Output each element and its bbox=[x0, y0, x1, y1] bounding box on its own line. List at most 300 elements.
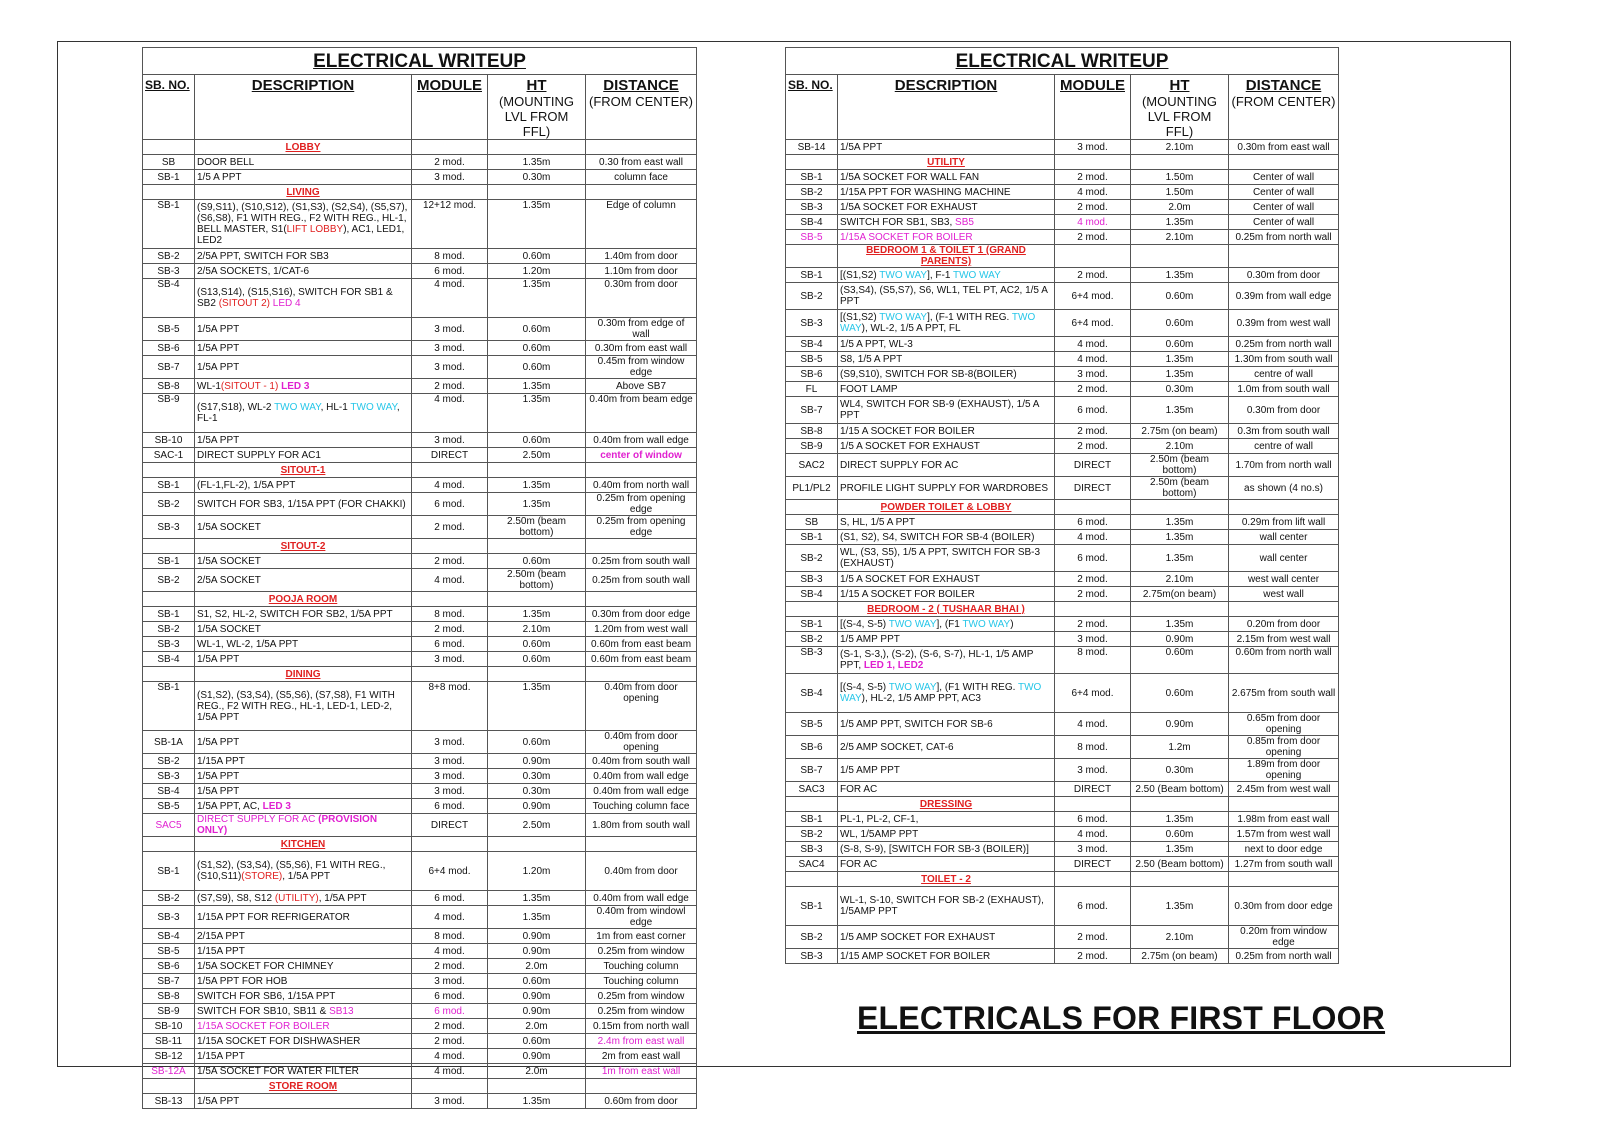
distance-cell: Touching column face bbox=[586, 799, 697, 814]
sb-number: SB-4 bbox=[786, 215, 838, 230]
module-cell: 3 mod. bbox=[1055, 759, 1131, 782]
module-cell: 4 mod. bbox=[1055, 337, 1131, 352]
section-spacer bbox=[143, 185, 195, 200]
description-text: 1/15A PPT bbox=[197, 1050, 245, 1062]
description-text: [(S-4, S-5) bbox=[840, 618, 889, 630]
sb-number: SAC3 bbox=[786, 782, 838, 797]
module-cell: 3 mod. bbox=[412, 341, 488, 356]
description-cell bbox=[195, 754, 412, 769]
sb-number: SB-6 bbox=[786, 736, 838, 759]
section-spacer bbox=[786, 872, 838, 887]
table-row bbox=[786, 572, 1339, 587]
table-row bbox=[786, 454, 1339, 477]
distance-cell: 0.65m from door opening bbox=[1229, 713, 1339, 736]
height-cell: 2.0m bbox=[488, 959, 586, 974]
distance-cell: 0.3m from south wall bbox=[1229, 424, 1339, 439]
height-cell: 2.50m (beam bottom) bbox=[1131, 454, 1229, 477]
description-cell bbox=[195, 341, 412, 356]
section-spacer bbox=[1131, 872, 1229, 887]
description-cell bbox=[838, 230, 1055, 245]
description-cell bbox=[195, 929, 412, 944]
module-cell: 3 mod. bbox=[1055, 842, 1131, 857]
section-spacer bbox=[143, 837, 195, 852]
section-spacer bbox=[786, 797, 838, 812]
section-spacer bbox=[1131, 155, 1229, 170]
section-spacer bbox=[1055, 500, 1131, 515]
distance-cell: 0.60m from east beam bbox=[586, 652, 697, 667]
module-cell: 6 mod. bbox=[412, 989, 488, 1004]
sb-number: SB-5 bbox=[143, 318, 195, 341]
module-cell: 2 mod. bbox=[412, 1034, 488, 1049]
description-cell bbox=[838, 545, 1055, 572]
description-cell bbox=[838, 215, 1055, 230]
description-cell bbox=[195, 784, 412, 799]
module-cell: 3 mod. bbox=[1055, 632, 1131, 647]
description-text: (SITOUT - 1) bbox=[220, 380, 279, 392]
height-cell: 0.90m bbox=[488, 944, 586, 959]
table-row bbox=[143, 769, 697, 784]
height-cell: 1.35m bbox=[488, 478, 586, 493]
module-cell: 3 mod. bbox=[412, 433, 488, 448]
module-cell: 8 mod. bbox=[412, 607, 488, 622]
description-text: ), WL-2, 1/5 A PPT, FL bbox=[861, 323, 961, 334]
description-text: ) bbox=[1010, 618, 1014, 630]
description-cell bbox=[838, 713, 1055, 736]
description-text: SB13 bbox=[329, 1005, 354, 1017]
module-cell: 2 mod. bbox=[1055, 424, 1131, 439]
module-cell: 6 mod. bbox=[412, 1004, 488, 1019]
sb-number: SB bbox=[143, 155, 195, 170]
description-cell bbox=[838, 367, 1055, 382]
description-text: LED 1, LED2 bbox=[863, 660, 924, 671]
table-row bbox=[143, 200, 697, 249]
description-cell bbox=[195, 799, 412, 814]
description-text: TWO WAY bbox=[962, 618, 1011, 630]
sb-number: SB-3 bbox=[786, 842, 838, 857]
sb-number: SB-4 bbox=[786, 674, 838, 713]
section-title: BEDROOM - 2 ( TUSHAAR BHAI ) bbox=[838, 602, 1055, 617]
distance-cell: 0.30m from east wall bbox=[586, 341, 697, 356]
description-text: 1/15A SOCKET FOR BOILER bbox=[197, 1020, 330, 1032]
height-cell: 0.90m bbox=[488, 754, 586, 769]
distance-cell: 1.80m from south wall bbox=[586, 814, 697, 837]
section-spacer bbox=[586, 592, 697, 607]
section-row bbox=[143, 1079, 697, 1094]
module-cell: 4 mod. bbox=[412, 944, 488, 959]
section-spacer bbox=[412, 539, 488, 554]
sb-number: SB-3 bbox=[143, 516, 195, 539]
height-cell: 2.50m (beam bottom) bbox=[488, 569, 586, 592]
distance-cell: 0.30m from door edge bbox=[1229, 887, 1339, 926]
description-text: DIRECT SUPPLY FOR AC1 bbox=[197, 449, 321, 461]
description-text: DIRECT SUPPLY FOR AC bbox=[840, 459, 959, 471]
description-cell bbox=[838, 200, 1055, 215]
height-cell: 1.35m bbox=[488, 155, 586, 170]
distance-cell: 0.30m from edge of wall bbox=[586, 318, 697, 341]
table-row bbox=[786, 842, 1339, 857]
description-text: 1/5A SOCKET FOR CHIMNEY bbox=[197, 960, 334, 972]
height-cell: 0.90m bbox=[488, 929, 586, 944]
description-cell bbox=[195, 554, 412, 569]
distance-cell: Touching column bbox=[586, 959, 697, 974]
sb-number: SB-4 bbox=[143, 784, 195, 799]
table-row bbox=[143, 318, 697, 341]
description-text: S8, 1/5 A PPT bbox=[840, 353, 903, 365]
distance-cell: 2.675m from south wall bbox=[1229, 674, 1339, 713]
section-spacer bbox=[412, 140, 488, 155]
module-cell: 6+4 mod. bbox=[1055, 283, 1131, 310]
distance-cell: 1.57m from west wall bbox=[1229, 827, 1339, 842]
description-text: 1/5 A SOCKET FOR EXHAUST bbox=[840, 440, 980, 452]
description-cell bbox=[838, 454, 1055, 477]
sb-number: SB-3 bbox=[143, 906, 195, 929]
section-spacer bbox=[488, 592, 586, 607]
sb-number: SB-2 bbox=[143, 249, 195, 264]
distance-cell: 0.30m from door edge bbox=[586, 607, 697, 622]
distance-cell: 0.30m from door bbox=[586, 279, 697, 318]
description-cell bbox=[195, 433, 412, 448]
height-cell: 1.35m bbox=[488, 682, 586, 731]
distance-cell: 0.40m from windowl edge bbox=[586, 906, 697, 929]
description-cell bbox=[195, 155, 412, 170]
module-cell: 6 mod. bbox=[1055, 545, 1131, 572]
section-spacer bbox=[488, 1079, 586, 1094]
table-title: ELECTRICAL WRITEUP bbox=[143, 48, 697, 75]
table-row bbox=[143, 637, 697, 652]
description-text: LED 4 bbox=[270, 298, 301, 309]
module-cell: 4 mod. bbox=[412, 1064, 488, 1079]
sb-number: SB-10 bbox=[143, 433, 195, 448]
description-text: (UTILITY) bbox=[274, 892, 319, 904]
module-cell: 6 mod. bbox=[412, 799, 488, 814]
sb-number: SB-12A bbox=[143, 1064, 195, 1079]
section-spacer bbox=[786, 155, 838, 170]
description-text: (S-8, S-9), [SWITCH FOR SB-3 (BOILER)] bbox=[840, 843, 1029, 855]
distance-cell: wall center bbox=[1229, 545, 1339, 572]
module-cell: 2 mod. bbox=[412, 622, 488, 637]
description-text: 2/15A PPT bbox=[197, 930, 245, 942]
table-row bbox=[143, 379, 697, 394]
description-cell bbox=[195, 906, 412, 929]
description-text: S1, S2, HL-2, SWITCH FOR SB2, 1/5A PPT bbox=[197, 608, 393, 620]
height-cell: 1.35m bbox=[488, 279, 586, 318]
distance-cell: 0.25m from north wall bbox=[1229, 337, 1339, 352]
description-text: (S3,S4), (S5,S7), S6, WL1, TEL PT, AC2, 1/5 A PPT bbox=[840, 285, 1048, 307]
description-text: ], (F-1 WITH REG. bbox=[927, 312, 1012, 323]
distance-cell: as shown (4 no.s) bbox=[1229, 477, 1339, 500]
section-spacer bbox=[1131, 602, 1229, 617]
height-cell: 0.60m bbox=[1131, 337, 1229, 352]
section-row bbox=[786, 872, 1339, 887]
description-cell bbox=[195, 959, 412, 974]
description-text: 1/5 AMP SOCKET FOR EXHAUST bbox=[840, 931, 996, 943]
height-cell: 2.10m bbox=[1131, 926, 1229, 949]
description-cell bbox=[195, 852, 412, 891]
section-spacer bbox=[488, 837, 586, 852]
description-cell bbox=[195, 318, 412, 341]
section-spacer bbox=[412, 837, 488, 852]
sb-number: SAC2 bbox=[786, 454, 838, 477]
sb-number: SB-2 bbox=[143, 622, 195, 637]
description-text: TWO WAY bbox=[350, 402, 397, 413]
section-spacer bbox=[1131, 500, 1229, 515]
sb-number: SB-6 bbox=[143, 341, 195, 356]
sb-number: SB-1 bbox=[143, 607, 195, 622]
description-text: 1/15A PPT FOR WASHING MACHINE bbox=[840, 186, 1011, 198]
height-cell: 0.60m bbox=[488, 554, 586, 569]
distance-cell: 0.20m from window edge bbox=[1229, 926, 1339, 949]
height-cell: 0.60m bbox=[1131, 647, 1229, 674]
description-text: FOR AC bbox=[840, 858, 878, 870]
description-text: SWITCH FOR SB1, SB3, bbox=[840, 216, 956, 228]
description-cell bbox=[838, 949, 1055, 964]
table-row bbox=[786, 617, 1339, 632]
height-cell: 0.60m bbox=[488, 249, 586, 264]
height-cell: 2.10m bbox=[1131, 230, 1229, 245]
height-cell: 1.35m bbox=[1131, 397, 1229, 424]
height-cell: 2.50m bbox=[488, 814, 586, 837]
sb-number: SB-2 bbox=[143, 891, 195, 906]
height-cell: 1.35m bbox=[1131, 812, 1229, 827]
module-cell: 6 mod. bbox=[412, 493, 488, 516]
distance-cell: 0.30m from east wall bbox=[1229, 140, 1339, 155]
table-row bbox=[786, 477, 1339, 500]
description-text: TWO WAY bbox=[274, 402, 321, 413]
table-row bbox=[143, 341, 697, 356]
description-text: WL, 1/5AMP PPT bbox=[840, 828, 919, 840]
sb-number: SB-3 bbox=[143, 637, 195, 652]
height-cell: 1.35m bbox=[1131, 842, 1229, 857]
sb-number: SAC5 bbox=[143, 814, 195, 837]
table-row bbox=[143, 622, 697, 637]
section-title: POWDER TOILET & LOBBY bbox=[838, 500, 1055, 515]
col-header-module: MODULE bbox=[1055, 75, 1131, 140]
module-cell: 4 mod. bbox=[412, 569, 488, 592]
table-row bbox=[143, 799, 697, 814]
sb-number: SB-10 bbox=[143, 1019, 195, 1034]
distance-cell: 0.29m from lift wall bbox=[1229, 515, 1339, 530]
col-header-module: MODULE bbox=[412, 75, 488, 140]
distance-cell: 0.25m from north wall bbox=[1229, 230, 1339, 245]
module-cell: DIRECT bbox=[412, 448, 488, 463]
description-text: , FL-1 bbox=[197, 402, 400, 424]
description-cell bbox=[838, 857, 1055, 872]
description-text: (SITOUT 2) bbox=[218, 298, 270, 309]
table-row bbox=[143, 394, 697, 433]
table-row bbox=[143, 170, 697, 185]
description-text: LIFT LOBBY bbox=[286, 224, 344, 235]
sb-number: SB-2 bbox=[786, 545, 838, 572]
height-cell: 0.30m bbox=[1131, 759, 1229, 782]
description-cell bbox=[838, 926, 1055, 949]
description-text: WL-1 bbox=[197, 380, 221, 392]
description-text: 2/5A SOCKETS, 1/CAT-6 bbox=[197, 265, 310, 277]
section-spacer bbox=[488, 667, 586, 682]
distance-cell: 2.4m from east wall bbox=[586, 1034, 697, 1049]
description-cell bbox=[195, 637, 412, 652]
section-spacer bbox=[1055, 155, 1131, 170]
distance-cell: next to door edge bbox=[1229, 842, 1339, 857]
description-text: TWO WAY bbox=[840, 312, 1036, 334]
table-row bbox=[786, 310, 1339, 337]
distance-cell: 0.15m from north wall bbox=[586, 1019, 697, 1034]
module-cell: 6 mod. bbox=[1055, 812, 1131, 827]
section-row bbox=[143, 667, 697, 682]
module-cell: 2 mod. bbox=[1055, 572, 1131, 587]
height-cell: 0.60m bbox=[488, 341, 586, 356]
description-cell bbox=[838, 140, 1055, 155]
height-cell: 1.35m bbox=[488, 891, 586, 906]
module-cell: 4 mod. bbox=[1055, 215, 1131, 230]
section-spacer bbox=[586, 185, 697, 200]
sb-number: SAC-1 bbox=[143, 448, 195, 463]
description-cell bbox=[195, 356, 412, 379]
description-cell bbox=[838, 812, 1055, 827]
section-row bbox=[786, 602, 1339, 617]
table-row bbox=[786, 140, 1339, 155]
right-writeup-table bbox=[785, 47, 1339, 964]
description-cell bbox=[838, 268, 1055, 283]
description-text: 1/5A SOCKET FOR WATER FILTER bbox=[197, 1065, 359, 1077]
table-row bbox=[143, 569, 697, 592]
height-cell: 1.35m bbox=[1131, 352, 1229, 367]
section-spacer bbox=[1229, 602, 1339, 617]
section-spacer bbox=[1229, 245, 1339, 268]
sb-number: SB-7 bbox=[143, 356, 195, 379]
module-cell: 2 mod. bbox=[1055, 230, 1131, 245]
height-cell: 2.50m (beam bottom) bbox=[488, 516, 586, 539]
col-header-description: DESCRIPTION bbox=[838, 75, 1055, 140]
col-header-height: HT (MOUNTING LVL FROM FFL) bbox=[1131, 75, 1229, 140]
sb-number: SB-4 bbox=[143, 929, 195, 944]
description-cell bbox=[195, 622, 412, 637]
table-row bbox=[786, 736, 1339, 759]
description-text: 1/15 AMP SOCKET FOR BOILER bbox=[840, 950, 991, 962]
sb-number: SB-6 bbox=[786, 367, 838, 382]
distance-cell: wall center bbox=[1229, 530, 1339, 545]
height-cell: 1.2m bbox=[1131, 736, 1229, 759]
sb-number: PL1/PL2 bbox=[786, 477, 838, 500]
description-text: TWO WAY bbox=[879, 269, 928, 281]
table-row bbox=[143, 1094, 697, 1109]
table-row bbox=[143, 1004, 697, 1019]
description-text: 1/5A SOCKET bbox=[197, 521, 261, 533]
height-cell: 1.35m bbox=[488, 493, 586, 516]
description-cell bbox=[195, 989, 412, 1004]
module-cell: 3 mod. bbox=[1055, 367, 1131, 382]
distance-cell: 1.89m from door opening bbox=[1229, 759, 1339, 782]
description-cell bbox=[838, 617, 1055, 632]
description-cell bbox=[838, 674, 1055, 713]
section-row bbox=[786, 797, 1339, 812]
description-text: 1/15A PPT bbox=[197, 945, 245, 957]
description-cell bbox=[838, 632, 1055, 647]
distance-cell: 0.60m from north wall bbox=[1229, 647, 1339, 674]
description-text: FOR AC bbox=[840, 783, 878, 795]
section-spacer bbox=[412, 463, 488, 478]
description-cell bbox=[195, 607, 412, 622]
distance-cell: 0.30m from door bbox=[1229, 268, 1339, 283]
sb-number: SB-11 bbox=[143, 1034, 195, 1049]
description-text: 1/5 A PPT bbox=[197, 171, 242, 183]
table-row bbox=[143, 448, 697, 463]
sb-number: SB-1 bbox=[786, 530, 838, 545]
module-cell: 2 mod. bbox=[1055, 200, 1131, 215]
section-spacer bbox=[1055, 797, 1131, 812]
table-row bbox=[786, 530, 1339, 545]
height-cell: 0.60m bbox=[488, 974, 586, 989]
description-cell bbox=[195, 379, 412, 394]
sb-number: SB-3 bbox=[786, 200, 838, 215]
sb-number: SB-5 bbox=[143, 799, 195, 814]
distance-cell: 1.10m from door bbox=[586, 264, 697, 279]
description-cell bbox=[195, 478, 412, 493]
section-spacer bbox=[412, 667, 488, 682]
height-cell: 2.50 (Beam bottom) bbox=[1131, 782, 1229, 797]
description-text: 1/5A PPT, AC, bbox=[197, 800, 263, 812]
description-cell bbox=[195, 652, 412, 667]
description-text: PL-1, PL-2, CF-1, bbox=[840, 813, 919, 825]
distance-cell: 2m from east wall bbox=[586, 1049, 697, 1064]
description-cell bbox=[195, 731, 412, 754]
module-cell: 4 mod. bbox=[1055, 185, 1131, 200]
module-cell: 2 mod. bbox=[1055, 382, 1131, 397]
module-cell: 4 mod. bbox=[1055, 713, 1131, 736]
sb-number: SB-2 bbox=[786, 283, 838, 310]
module-cell: 3 mod. bbox=[412, 170, 488, 185]
distance-cell: 0.85m from door opening bbox=[1229, 736, 1339, 759]
sb-number: SB-13 bbox=[143, 1094, 195, 1109]
section-spacer bbox=[488, 463, 586, 478]
description-text: (S1, S2), S4, SWITCH FOR SB-4 (BOILER) bbox=[840, 531, 1035, 543]
distance-cell: west wall center bbox=[1229, 572, 1339, 587]
table-row bbox=[143, 607, 697, 622]
section-title: STORE ROOM bbox=[195, 1079, 412, 1094]
table-row bbox=[143, 493, 697, 516]
description-text: (FL-1,FL-2), 1/5A PPT bbox=[197, 479, 296, 491]
section-title: SITOUT-1 bbox=[195, 463, 412, 478]
sb-number: SB-1 bbox=[786, 268, 838, 283]
description-cell bbox=[195, 891, 412, 906]
distance-cell: 0.25m from south wall bbox=[586, 569, 697, 592]
module-cell: 8 mod. bbox=[1055, 647, 1131, 674]
description-text: (S-1, S-3,), (S-2), (S-6, S-7), HL-1, 1/5 AMP PPT, bbox=[840, 649, 1034, 671]
description-text: 1/5 AMP PPT bbox=[840, 633, 900, 645]
distance-cell: center of window bbox=[586, 448, 697, 463]
table-row bbox=[786, 926, 1339, 949]
description-text: ], (F1 WITH REG. bbox=[936, 682, 1018, 693]
module-cell: 2 mod. bbox=[1055, 926, 1131, 949]
sb-number: SB-5 bbox=[143, 944, 195, 959]
sb-number: SB-1 bbox=[143, 478, 195, 493]
description-cell bbox=[838, 170, 1055, 185]
height-cell: 0.30m bbox=[488, 170, 586, 185]
distance-cell: 2.45m from west wall bbox=[1229, 782, 1339, 797]
height-cell: 1.20m bbox=[488, 264, 586, 279]
height-cell: 0.90m bbox=[1131, 632, 1229, 647]
distance-cell: 0.40m from wall edge bbox=[586, 433, 697, 448]
distance-cell: 1.98m from east wall bbox=[1229, 812, 1339, 827]
sb-number: SB-1 bbox=[786, 617, 838, 632]
module-cell: DIRECT bbox=[1055, 454, 1131, 477]
description-text: [(S1,S2) bbox=[840, 269, 880, 281]
module-cell: 4 mod. bbox=[412, 279, 488, 318]
sb-number: SB-1 bbox=[786, 812, 838, 827]
distance-cell: Touching column bbox=[586, 974, 697, 989]
description-cell bbox=[195, 448, 412, 463]
sb-number: SB-2 bbox=[143, 754, 195, 769]
table-row bbox=[143, 554, 697, 569]
